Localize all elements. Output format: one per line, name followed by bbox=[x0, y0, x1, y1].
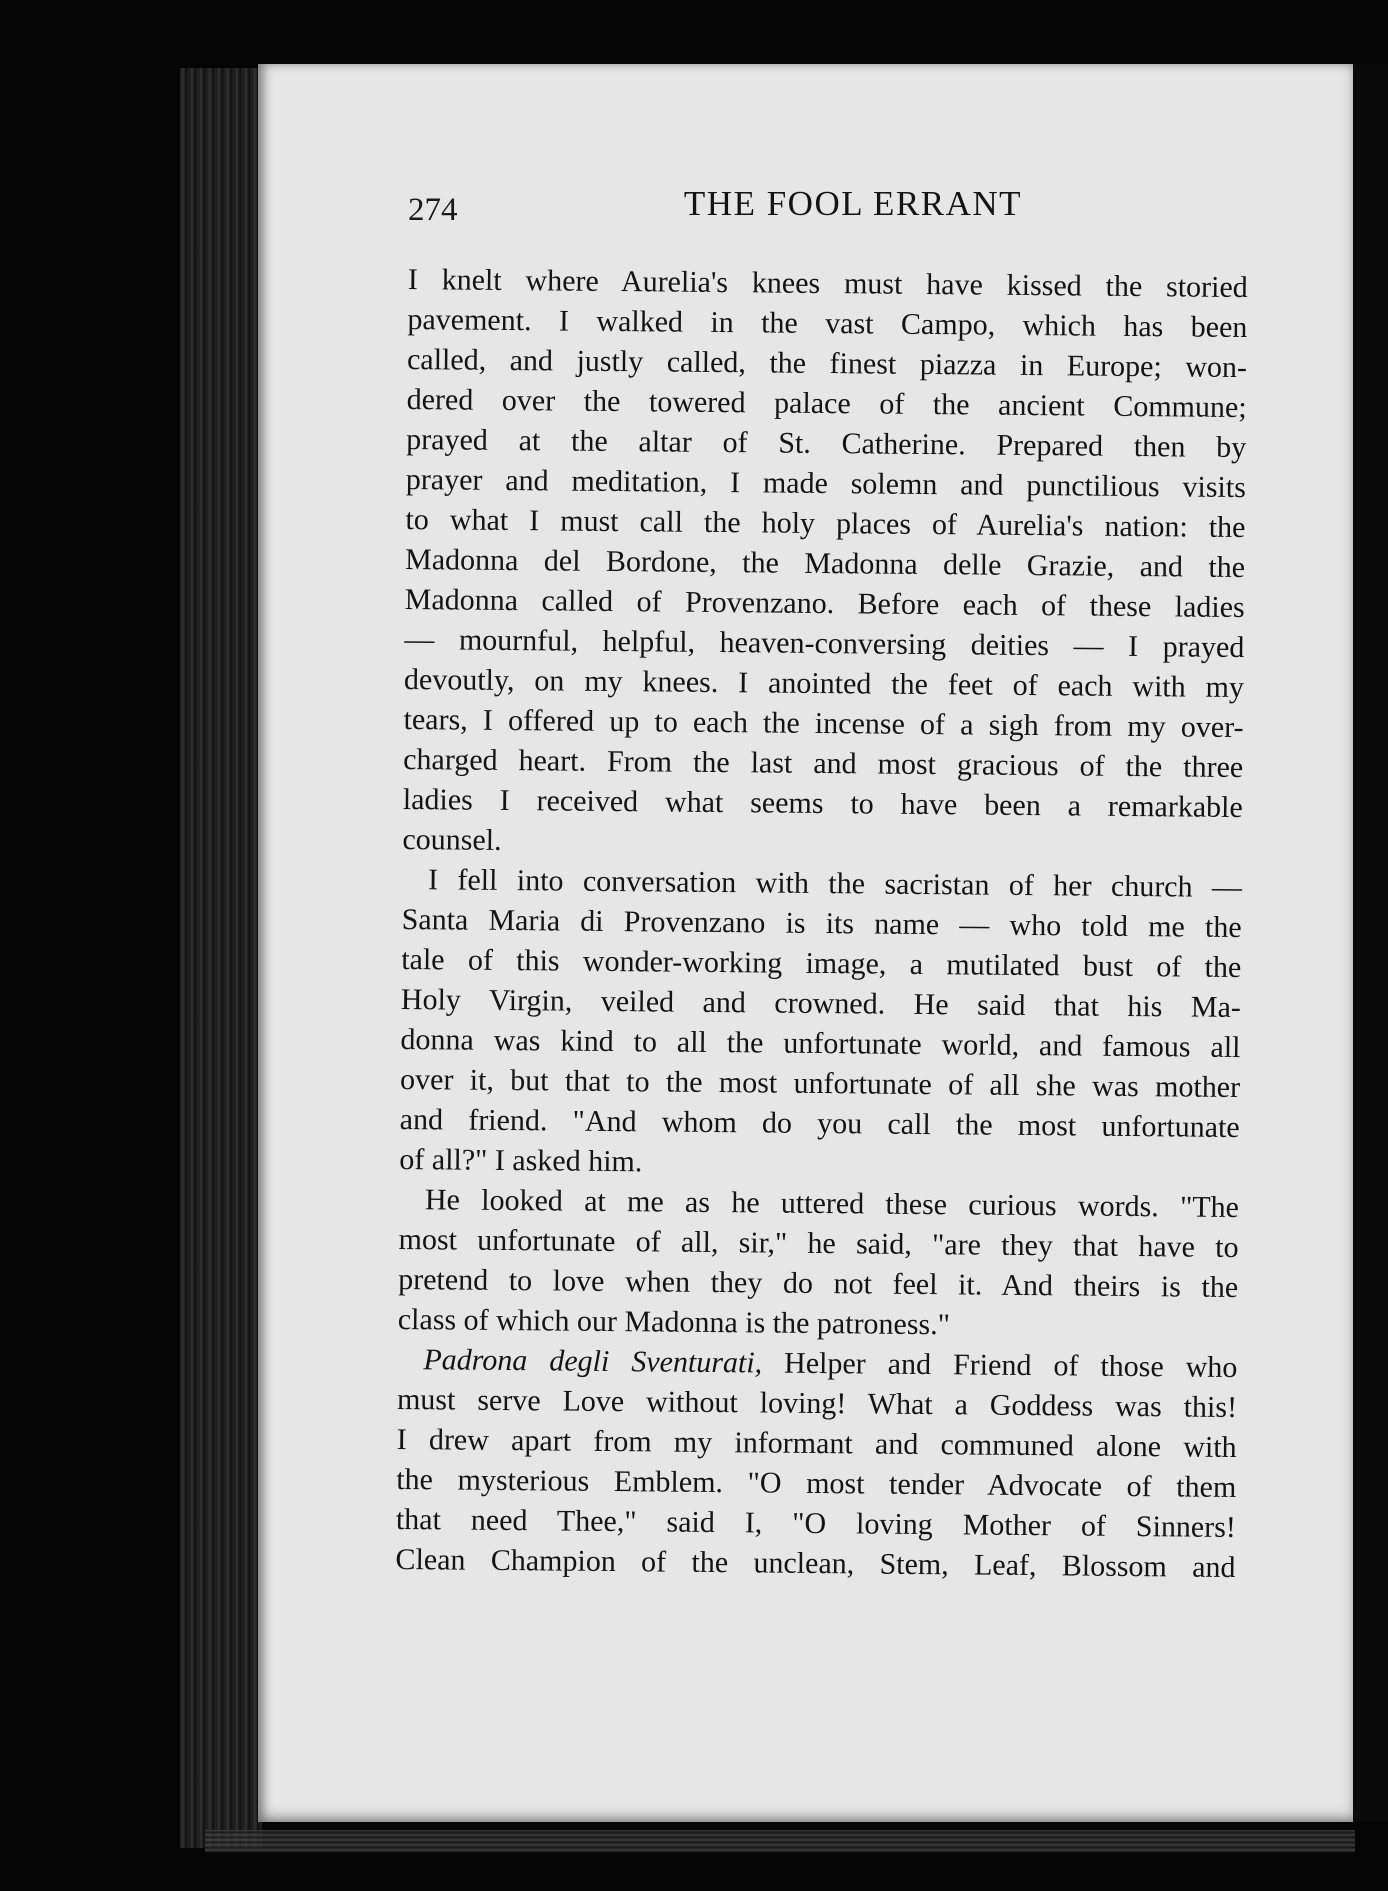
text-line: He looked at me as he uttered these curious words. "The bbox=[424, 1183, 1240, 1225]
paragraph bbox=[398, 1180, 1239, 1348]
text-line: of all?" I asked him. bbox=[399, 1142, 643, 1179]
text-line: must serve Love without loving! What a Goddess was this! bbox=[396, 1382, 1238, 1425]
running-title: THE FOOL ERRANT bbox=[683, 184, 1023, 223]
page-number: 274 bbox=[408, 192, 458, 228]
text-line: tale of this wonder-working image, a mutilated bust of the bbox=[401, 942, 1242, 985]
body-text bbox=[395, 260, 1248, 1588]
text-line: most unfortunate of all, sir," he said, "are they that have to bbox=[398, 1222, 1239, 1265]
text-line: to what I must call the holy places of Aurelia's nation: the bbox=[405, 502, 1246, 545]
running-head bbox=[408, 184, 1298, 244]
right-edge-shadow bbox=[1353, 64, 1388, 1822]
text-line: I fell into conversation with the sacristan of her church — bbox=[427, 863, 1243, 905]
text-line: pavement. I walked in the vast Campo, which has been bbox=[407, 302, 1248, 345]
text-line: class of which our Madonna is the patroness." bbox=[397, 1302, 951, 1342]
text-line: Clean Champion of the unclean, Stem, Leaf, Blossom and bbox=[395, 1542, 1236, 1585]
book-page bbox=[258, 64, 1353, 1822]
text-line: devoutly, on my knees. I anointed the feet of each with my bbox=[403, 662, 1245, 705]
text-line: Madonna del Bordone, the Madonna delle Grazie, and the bbox=[404, 542, 1246, 585]
text-line: charged heart. From the last and most gracious of the three bbox=[403, 742, 1244, 785]
text-line: ladies I received what seems to have been a remarkable bbox=[402, 782, 1243, 825]
text-line: and friend. "And whom do you call the most unfortunate bbox=[399, 1102, 1240, 1145]
text-line: I knelt where Aurelia's knees must have kissed the storied bbox=[407, 262, 1248, 305]
text-line: donna was kind to all the unfortunate world, and famous all bbox=[400, 1022, 1241, 1065]
text-line: tears, I offered up to each the incense of a sigh from my over- bbox=[403, 702, 1244, 745]
text-line: Santa Maria di Provenzano is its name — who told me the bbox=[401, 902, 1242, 945]
text-line: prayed at the altar of St. Catherine. Prepared then by bbox=[406, 422, 1247, 465]
text-line: over it, but that to the most unfortunate of all she was mother bbox=[399, 1062, 1241, 1105]
paragraph bbox=[402, 260, 1248, 868]
text-line: Padrona degli Sventurati, Helper and Friend of those who bbox=[423, 1343, 1238, 1385]
text-line: prayer and meditation, I made solemn and punctilious visits bbox=[405, 462, 1247, 505]
text-line: Holy Virgin, veiled and crowned. He said that his Ma- bbox=[400, 982, 1242, 1025]
page-edges-bottom bbox=[205, 1830, 1355, 1852]
italic-phrase: Padrona degli Sventurati, bbox=[423, 1343, 763, 1380]
paragraph bbox=[399, 860, 1242, 1188]
text-line: — mournful, helpful, heaven-conversing deities — I prayed bbox=[404, 622, 1245, 665]
text-line: Madonna called of Provenzano. Before each of these ladies bbox=[404, 582, 1245, 625]
text-line: dered over the towered palace of the ancient Commune; bbox=[406, 382, 1247, 425]
text-line: counsel. bbox=[402, 822, 502, 857]
text-line: I drew apart from my informant and communed alone with bbox=[396, 1422, 1237, 1465]
page-edges bbox=[180, 68, 262, 1848]
text-line: pretend to love when they do not feel it. And theirs is the bbox=[398, 1262, 1239, 1305]
text-line: that need Thee," said I, "O loving Mother of Sinners! bbox=[395, 1502, 1237, 1545]
paragraph bbox=[395, 1340, 1237, 1588]
text-line: the mysterious Emblem. "O most tender Advocate of them bbox=[396, 1462, 1237, 1505]
text-line: called, and justly called, the finest piazza in Europe; won- bbox=[406, 342, 1248, 385]
